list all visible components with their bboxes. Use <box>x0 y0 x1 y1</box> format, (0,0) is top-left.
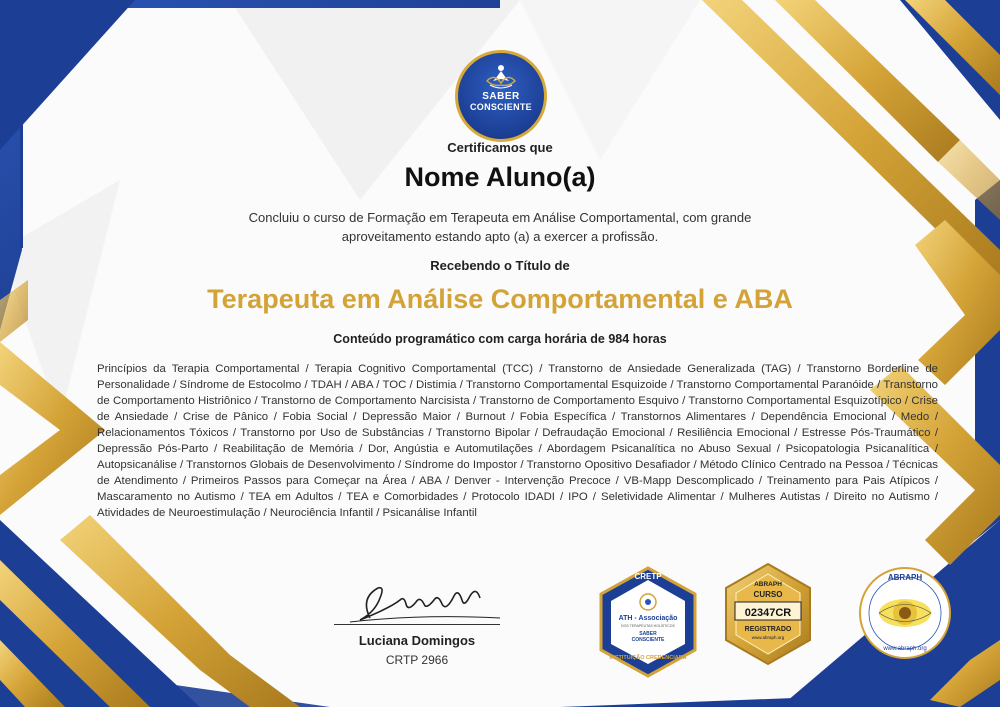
abraph-seal <box>858 566 952 660</box>
student-name: Nome Aluno(a) <box>404 162 596 192</box>
abraph-text: ABRAPH <box>754 581 782 588</box>
signer-registry: CRTP 2966 <box>385 653 449 667</box>
cretp-ribbon-text: INSTITUIÇÃO CREDENCIADA <box>609 655 687 661</box>
description-line-1: Concluiu o curso de Formação em Terapeuta em Análise Comportamental, com grande <box>248 210 752 225</box>
abraph-site-text: www.abraph.org <box>751 635 785 640</box>
workload-label: Conteúdo programático com carga horária de 984 horas <box>333 332 667 346</box>
logo-text-saber: SABER <box>482 91 520 102</box>
course-description <box>0 208 1000 246</box>
abraph-seal-top-text: ABRAPH <box>887 573 923 582</box>
cretp-consciente-text: CONSCIENTE <box>631 637 665 643</box>
awarded-title: Terapeuta em Análise Comportamental e ABA <box>207 284 793 314</box>
course-code: 02347CR <box>744 607 792 619</box>
cretp-accreditation-badge <box>593 566 703 678</box>
receiving-title-label: Recebendo o Título de <box>430 258 570 273</box>
cretp-top-text: CRETP <box>634 572 662 581</box>
cretp-association-text: ATH - Associação <box>618 615 678 622</box>
description-line-2: aproveitamento estando apto (a) a exercer a profissão. <box>341 229 659 244</box>
curso-text: CURSO <box>753 590 783 599</box>
saber-consciente-logo <box>455 50 547 142</box>
cretp-holistic-text: DOS TERAPEUTAS HOLÍSTICOS <box>621 624 675 628</box>
certificate-intro: Certificamos que <box>447 140 553 155</box>
signature-line <box>334 624 500 625</box>
lotus-meditation-icon <box>484 63 518 89</box>
program-content: Princípios da Terapia Comportamental / Terapia Cognitivo Comportamental (TCC) / Transtorno de Ansiedade Generalizada (TAG) / Transtorno Borderline de Personalidade / Síndrome de Estocolmo / TDAH / ABA / TOC / Distimia / Transtorno Comportamental Esquizoide / Transtorno Comportamental Paranóide / Transtorno de Comportamento Histriônico / Transtorno de Comportamento Narcisista / Transtorno de Comportamento Esquivo / Transtorno Comportamental Esquizotípico / Crise de Ansiedade / Crise de Pânico / Fobia Social / Depressão Maior / Burnout / Fobia Específica / Transtornos Alimentares / Dependência Emocional / Medo / Relacionamentos Tóxicos / Transtorno por Uso de Substâncias / Transtorno Bipolar / Defraudação Emocional / Resiliência Emocional / Estresse Pós-Traumático / Depressão Pós-Parto / Reabilitação de Memória / Dor, Angústia e Automutilações / Abordagem Psicanalítica no Abuso Sexual / Psicopatologia Psicanalítica / Autopsicanálise / Transtornos Globais de Desenvolvimento / Síndrome do Impostor / Transtorno Opositivo Desafiador / Método Clínico Centrado na Pessoa / Técnicas de Atendimento / Primeiros Passos para Começar na Área / ABA / Denver - Intervenção Precoce / VB-Mapp Descomplicado / Treinamento para Pais Atípicos / Mascaramento no Autismo / TEA em Adultos / TEA e Comorbidades / Protocolo IDADI / IPO / Seletividade Alimentar / Mulheres Autistas / Direito no Autismo / Atividades de Neuroestimulação / Neurociência Infantil / Psicanálise Infantil <box>97 363 938 519</box>
handwritten-signature <box>330 578 510 626</box>
sunflower-icon <box>879 599 931 627</box>
logo-text-consciente: CONSCIENTE <box>469 102 532 112</box>
registrado-text: REGISTRADO <box>744 626 792 633</box>
signer-name: Luciana Domingos <box>358 633 476 648</box>
cretp-saber-text: SABER <box>639 631 657 637</box>
abraph-seal-site-text: www.abraph.org <box>883 646 927 652</box>
abraph-course-badge <box>718 562 818 666</box>
